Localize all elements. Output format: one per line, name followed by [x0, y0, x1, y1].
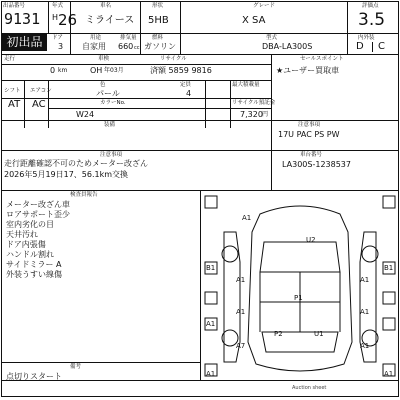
price-value: 7,320 [240, 110, 263, 119]
usage-label: 用途 [90, 35, 102, 41]
usage-value: 自家用 [82, 42, 106, 51]
price-label: リサイクル預託金 [232, 100, 276, 106]
divider [1, 120, 271, 121]
year-prefix: H [52, 13, 59, 22]
inspection-title: 検査員報告 [70, 192, 98, 198]
remarks-title: 注意事項 [100, 152, 123, 158]
model-code-label: 型式 [266, 35, 278, 41]
fuel-value: ガソリン [144, 42, 176, 51]
mileage-label: 走行 [4, 56, 16, 62]
score-label: 評価点 [362, 3, 379, 9]
model-code: DBA-LA300S [262, 42, 313, 51]
doors-label: ドア [52, 35, 63, 41]
inspection-item: 室内劣化の目 [6, 220, 54, 229]
lot-label: 出品番号 [3, 3, 26, 9]
inspection-item: 外装うすい線傷 [6, 270, 62, 279]
divider [1, 380, 399, 381]
seats-value: 4 [186, 89, 192, 98]
remark-line-1: 走行距離確認不可のためメーター改ざん [4, 159, 148, 168]
inspection-item: ロアサポート歪少 [6, 210, 70, 219]
remark-line-2: 2026年5月19日17、56.1km交換 [4, 170, 129, 179]
damage-mark: U1 [314, 330, 324, 338]
equipment-label: 装備 [104, 122, 116, 128]
damage-marks [206, 214, 393, 378]
footer-note: 点切りスタート [6, 372, 62, 381]
color-code-value: W24 [76, 110, 95, 119]
damage-mark: A1 [236, 308, 246, 316]
color-label: 色 [100, 82, 106, 88]
divider [272, 120, 399, 121]
mileage-unit: km [58, 67, 68, 74]
inspection-item: 天井汚れ [6, 230, 38, 239]
grade-value: X SA [242, 15, 266, 26]
damage-mark: A7 [236, 342, 246, 350]
copyright: Auction sheet [292, 385, 327, 391]
divider [140, 1, 141, 54]
equipment-line: 17U PAC PS PW [278, 130, 340, 139]
color-value: パール [96, 89, 120, 98]
divider [180, 1, 181, 54]
divider [372, 42, 373, 52]
inspection-month: 年03月 [104, 67, 124, 74]
inspection-item: ハンドル割れ [6, 250, 54, 259]
damage-mark: B1 [384, 264, 394, 272]
damage-mark: A1 [360, 308, 370, 316]
damage-mark: A1 [206, 370, 216, 378]
body-type: 5HB [148, 15, 169, 26]
damage-mark: P1 [294, 294, 303, 302]
first-listing-badge: 初出品 [2, 34, 47, 51]
shift-value: AT [8, 99, 21, 110]
inspection-item: ドア内張傷 [6, 240, 46, 249]
year-value: 26 [58, 11, 78, 29]
lot-number: 9131 [4, 10, 41, 28]
color-code-label: カラーNo. [100, 100, 126, 106]
recycle-value: 済額 5859 9816 [150, 66, 212, 75]
inspection-label: 車検 [98, 56, 110, 62]
interior-grade: D [356, 41, 364, 52]
damage-mark: A1 [236, 276, 246, 284]
mileage-value: 0 [50, 66, 56, 75]
notes-label: セールスポイント [300, 56, 344, 62]
damage-mark: A1 [206, 320, 216, 328]
displacement-value: 660 [118, 42, 134, 51]
divider [48, 1, 49, 33]
misc-label: 注意事項 [298, 122, 321, 128]
body-label: 形状 [152, 3, 164, 9]
ac-value: AC [32, 99, 46, 110]
sales-point-line: ★ユーザー買取車 [276, 66, 340, 75]
year-label: 年式 [52, 3, 64, 9]
damage-mark: A1 [360, 342, 370, 350]
exterior-grade: C [378, 41, 385, 52]
name-label: 車名 [100, 3, 112, 9]
displacement-unit: cc [134, 45, 140, 51]
damage-mark: B1 [206, 264, 216, 272]
interior-label: 内外装 [358, 35, 375, 41]
divider [48, 108, 271, 109]
divider [1, 33, 399, 34]
doors-value: 3 [58, 42, 64, 51]
inspection-item: サイドミラー A [6, 260, 62, 269]
fuel-label: 燃料 [152, 35, 164, 41]
damage-mark: P2 [274, 330, 283, 338]
footer-label: 備考 [70, 364, 82, 370]
divider [347, 1, 348, 54]
damage-mark: U2 [306, 236, 316, 244]
divider [1, 64, 271, 65]
inspection-item: メーター改ざん車 [6, 200, 70, 209]
divider [1, 54, 399, 55]
damage-mark: A1 [384, 370, 394, 378]
grade-label: グレード [253, 3, 276, 9]
divider [1, 362, 200, 363]
displacement-label: 排気量 [120, 35, 137, 41]
frame-label: 車台番号 [300, 152, 323, 158]
seats-label: 定員 [180, 82, 192, 88]
model-name: ミライース [85, 15, 135, 26]
divider [1, 150, 399, 151]
shift-label: シフト [4, 88, 21, 94]
recycle-label: リサイクル [160, 56, 187, 62]
damage-mark: A1 [242, 214, 252, 222]
score-value: 3.5 [358, 10, 386, 30]
divider [200, 190, 201, 380]
load-label: 最大積載量 [232, 82, 260, 88]
frame-number: LA300S-1238537 [282, 160, 351, 169]
car-diagram [202, 192, 398, 380]
inspection-value: OH [90, 66, 103, 75]
damage-mark: A1 [360, 276, 370, 284]
divider [271, 150, 272, 190]
ac-label: エアコン [30, 88, 52, 94]
price-unit: 円 [262, 111, 269, 118]
